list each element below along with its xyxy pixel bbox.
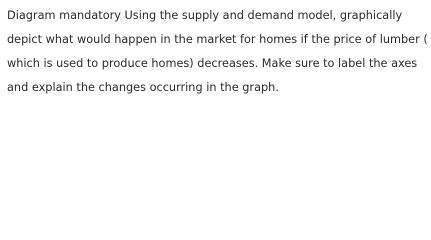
- question-text-block: [7, 0, 427, 100]
- question-line-3: which is used to produce homes) decreases. Make sure to label the axes: [7, 57, 418, 70]
- question-line-4: and explain the changes occurring in the graph.: [7, 81, 279, 94]
- question-line-1: Diagram mandatory Using the supply and demand model, graphically: [7, 9, 403, 22]
- question-line-2: depict what would happen in the market for homes if the price of lumber (: [7, 33, 428, 46]
